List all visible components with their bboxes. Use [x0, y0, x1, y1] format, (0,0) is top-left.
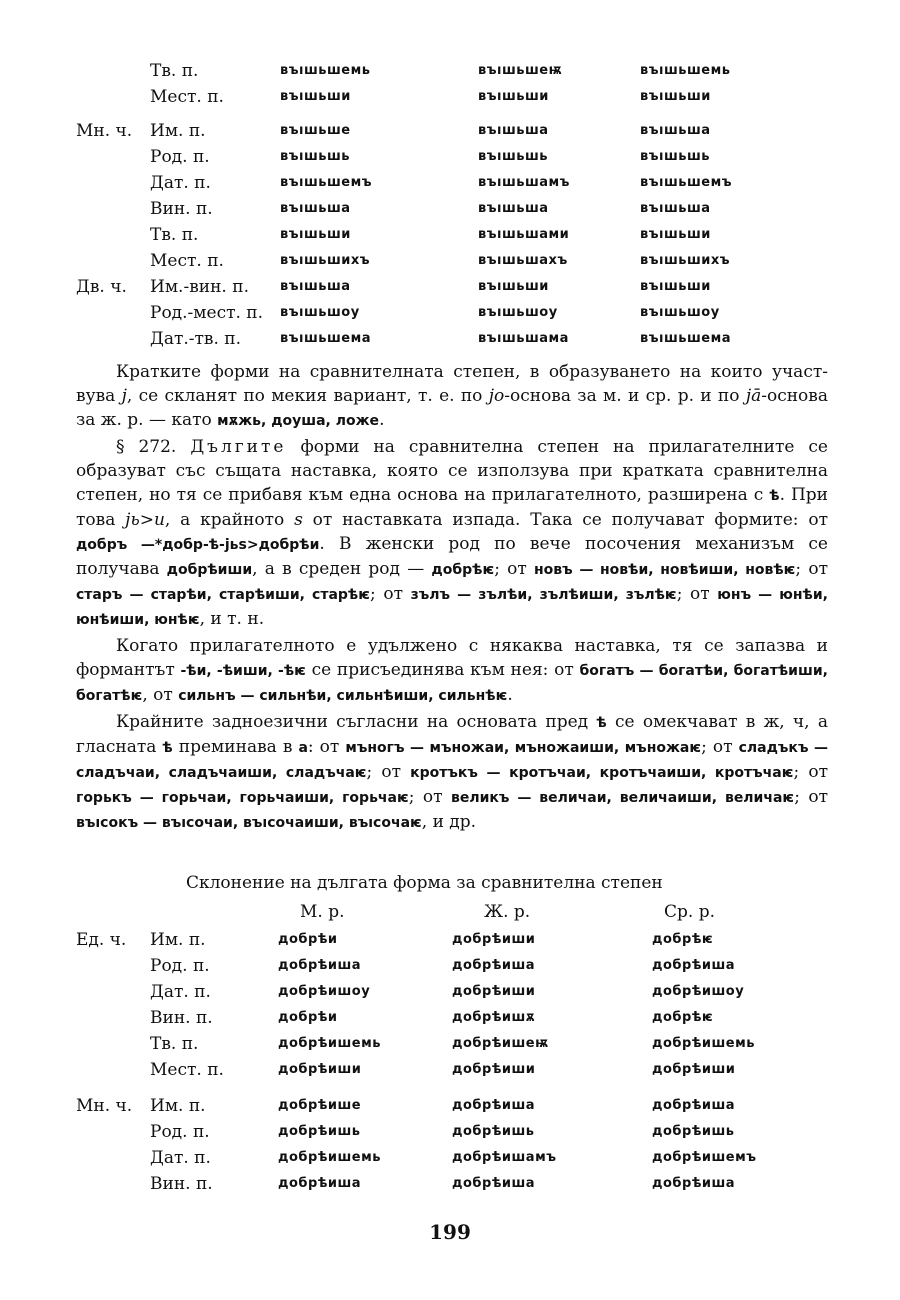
masculine-form: въıшьше — [280, 123, 351, 138]
case-label: Дат.-тв. п. — [150, 329, 242, 349]
case-label: Им. п. — [150, 1096, 206, 1116]
case-label: Род.-мест. п. — [150, 303, 264, 323]
feminine-form: въıшьшамъ — [478, 175, 570, 190]
masculine-form: добрѣиши — [278, 1062, 362, 1077]
body-text — [76, 360, 828, 837]
masculine-form: добрѣишь — [278, 1124, 361, 1139]
case-label: Дат. п. — [150, 982, 211, 1002]
table-row — [0, 118, 900, 144]
case-label: Им.-вин. п. — [150, 277, 249, 297]
paragraph-suffix: Когато прилагателното е удължено с някаква наставка, тя се запазва и формантът -ѣи, -ѣиши, -ѣѥ се присъединява към нея: от богатъ — богатѣи, богатѣиши, богатѣѥ, от сильнъ — сильнѣи, сильнѣиши, сильнѣѥ. — [76, 636, 828, 705]
case-label: Тв. п. — [150, 1034, 199, 1054]
case-label: Род. п. — [150, 147, 210, 167]
case-label: Мест. п. — [150, 87, 224, 107]
table-row — [0, 1031, 900, 1057]
case-label: Им. п. — [150, 121, 206, 141]
masculine-form: добрѣиша — [278, 1176, 362, 1191]
masculine-form: въıшьши — [280, 89, 351, 104]
declension-table-short — [0, 58, 900, 352]
masculine-form: въıшьшемь — [280, 63, 371, 78]
neuter-form: добрѣиши — [652, 1062, 736, 1077]
masculine-form: въıшьша — [280, 279, 351, 294]
table-row — [0, 927, 900, 953]
feminine-form: въıшьшь — [478, 149, 549, 164]
feminine-form: добрѣиша — [452, 958, 536, 973]
feminine-form: въıшьша — [478, 201, 549, 216]
masculine-form: въıшьшемъ — [280, 175, 372, 190]
feminine-form: добрѣиши — [452, 984, 536, 999]
feminine-form: добрѣишеѭ — [452, 1036, 549, 1051]
feminine-form: въıшьшоу — [478, 305, 558, 320]
neuter-form: въıшьшь — [640, 149, 711, 164]
paragraph-velar: Крайните задноезични съгласни на основата пред ѣ се омекчават в ж, ч, а гласната ѣ преминава в а: от мъногъ — мъножаи, мъножаиши, мъножаѥ; от сладъкъ — сладъчаи, сладъчаиши, сладъчаѥ; от кротъкъ — кротъчаи, кротъчаиши, кротъчаѥ; от горькъ — горьчаи, горьчаиши, горьчаѥ; от великъ — величаи, величаиши, величаѥ; от въıсокъ — въıсочаи, въıсочаиши, въıсочаѥ, и др. — [76, 712, 828, 832]
masculine-form: въıшьши — [280, 227, 351, 242]
feminine-form: добрѣишѫ — [452, 1010, 536, 1025]
case-label: Мест. п. — [150, 1060, 224, 1080]
feminine-form: въıшьшама — [478, 331, 569, 346]
table-row — [0, 326, 900, 352]
masculine-form: добрѣишемь — [278, 1036, 381, 1051]
neuter-form: добрѣишоу — [652, 984, 745, 999]
feminine-form: добрѣиша — [452, 1176, 536, 1191]
number-label: Дв. ч. — [76, 277, 127, 297]
feminine-form: въıшьшахъ — [478, 253, 568, 268]
case-label: Род. п. — [150, 1122, 210, 1142]
neuter-form: добрѣиша — [652, 1098, 736, 1113]
feminine-form: добрѣиши — [452, 932, 536, 947]
table-row — [0, 953, 900, 979]
neuter-form: добрѣѥ — [652, 1010, 714, 1025]
declension-table-long — [0, 927, 900, 1197]
paragraph-short-forms: Кратките форми на сравнителната степен, в образуването на които участ-вува j, се скланят по мекия вариант, т. е. по jo-основа за м. и ср. р. и по jā-основа за ж. р. — като мѫжь, доуша, ложе. — [76, 362, 828, 430]
number-label: Мн. ч. — [76, 1096, 133, 1116]
neuter-form: въıшьши — [640, 279, 711, 294]
number-label: Ед. ч. — [76, 930, 127, 950]
case-label: Им. п. — [150, 930, 206, 950]
masculine-form: добрѣишоу — [278, 984, 371, 999]
feminine-form: въıшьшами — [478, 227, 570, 242]
header-feminine: Ж. р. — [484, 902, 531, 922]
masculine-form: добрѣи — [278, 1010, 338, 1025]
neuter-form: добрѣишемь — [652, 1036, 755, 1051]
masculine-form: добрѣи — [278, 932, 338, 947]
header-masculine: М. р. — [300, 902, 345, 922]
feminine-form: добрѣишамъ — [452, 1150, 557, 1165]
table-row — [0, 300, 900, 326]
table-row — [0, 248, 900, 274]
feminine-form: въıшьшеѭ — [478, 63, 563, 78]
table-row — [0, 222, 900, 248]
case-label: Вин. п. — [150, 199, 213, 219]
table-row — [0, 1145, 900, 1171]
neuter-form: добрѣишь — [652, 1124, 735, 1139]
paragraph-section-272: § 272. Дългите форми на сравнителна степен на прилагателните се образуват със същата наставка, която се използува при кратката сравнителна степен, но тя се прибавя към една основа на прилагателното, разширена с ѣ. При това jь>и, а крайното s от наставката изпада. Така се получават формите: от добръ —*добр-ѣ-jьs>добрѣи. В женски род по вече посочения механизъм се получава добрѣиши, а в среден род — добрѣѥ; от новъ — новѣи, новѣиши, новѣѥ; от старъ — старѣи, старѣиши, старѣѥ; от зълъ — зълѣи, зълѣиши, зълѣѥ; от юнъ — юнѣи, юнѣиши, юнѣѥ, и т. н. — [76, 437, 828, 629]
masculine-form: въıшьша — [280, 201, 351, 216]
feminine-form: добрѣиши — [452, 1062, 536, 1077]
feminine-form: въıшьши — [478, 89, 549, 104]
header-neuter: Ср. р. — [664, 902, 715, 922]
case-label: Дат. п. — [150, 1148, 211, 1168]
table-row — [0, 274, 900, 300]
masculine-form: въıшьшема — [280, 331, 371, 346]
neuter-form: въıшьшоу — [640, 305, 720, 320]
feminine-form: добрѣиша — [452, 1098, 536, 1113]
table-row — [0, 170, 900, 196]
case-label: Тв. п. — [150, 225, 199, 245]
table-row — [0, 144, 900, 170]
feminine-form: добрѣишь — [452, 1124, 535, 1139]
masculine-form: въıшьшоу — [280, 305, 360, 320]
neuter-form: добрѣѥ — [652, 932, 714, 947]
table-row — [0, 58, 900, 84]
neuter-form: въıшьшемь — [640, 63, 731, 78]
table-row — [0, 1093, 900, 1119]
table-row — [0, 979, 900, 1005]
case-label: Тв. п. — [150, 61, 199, 81]
table-row — [0, 1119, 900, 1145]
case-label: Вин. п. — [150, 1174, 213, 1194]
neuter-form: въıшьшемъ — [640, 175, 732, 190]
table-row — [0, 1005, 900, 1031]
neuter-form: въıшьши — [640, 89, 711, 104]
number-label: Мн. ч. — [76, 121, 133, 141]
table-row — [0, 1171, 900, 1197]
masculine-form: въıшьшь — [280, 149, 351, 164]
masculine-form: добрѣиша — [278, 958, 362, 973]
neuter-form: добрѣишемъ — [652, 1150, 757, 1165]
neuter-form: въıшьши — [640, 227, 711, 242]
case-label: Вин. п. — [150, 1008, 213, 1028]
feminine-form: въıшьши — [478, 279, 549, 294]
table-row — [0, 196, 900, 222]
table-caption: Склонение на дългата форма за сравнителна степен — [186, 873, 663, 893]
masculine-form: въıшьшихъ — [280, 253, 371, 268]
neuter-form: добрѣиша — [652, 1176, 736, 1191]
page-number: 199 — [429, 1220, 471, 1244]
neuter-form: добрѣиша — [652, 958, 736, 973]
neuter-form: въıшьшема — [640, 331, 731, 346]
masculine-form: добрѣише — [278, 1098, 362, 1113]
case-label: Род. п. — [150, 956, 210, 976]
case-label: Мест. п. — [150, 251, 224, 271]
neuter-form: въıшьша — [640, 201, 711, 216]
neuter-form: въıшьша — [640, 123, 711, 138]
case-label: Дат. п. — [150, 173, 211, 193]
masculine-form: добрѣишемь — [278, 1150, 381, 1165]
table-row — [0, 1057, 900, 1083]
neuter-form: въıшьшихъ — [640, 253, 731, 268]
feminine-form: въıшьша — [478, 123, 549, 138]
table-row — [0, 84, 900, 110]
